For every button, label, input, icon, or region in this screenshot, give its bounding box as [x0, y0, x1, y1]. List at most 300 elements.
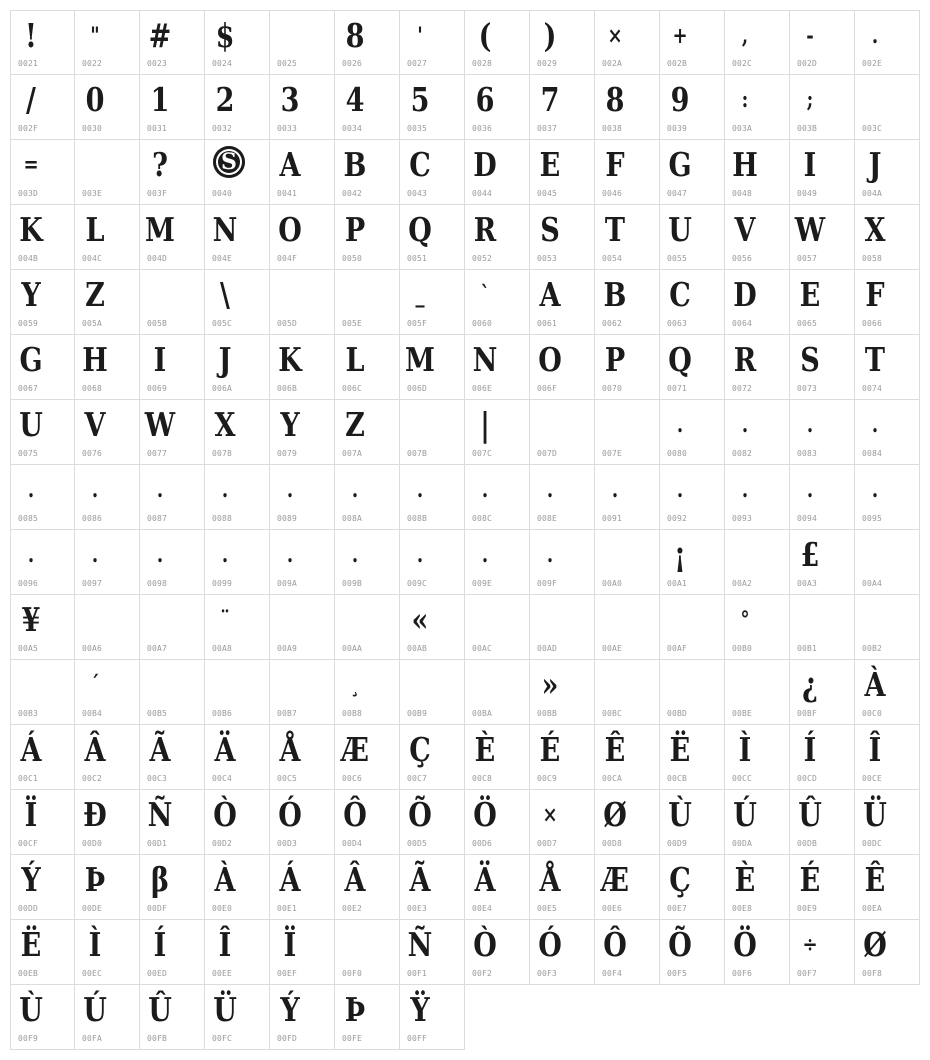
glyph: Ã	[409, 860, 431, 899]
codepoint-label: 0023	[147, 59, 168, 68]
glyph: P	[604, 340, 626, 379]
glyph: B	[343, 145, 367, 184]
glyph-cell	[660, 270, 725, 335]
codepoint-label: 00A6	[82, 644, 103, 653]
codepoint-label: 0037	[537, 124, 558, 133]
glyph-cell	[790, 660, 855, 725]
codepoint-label: 00D3	[277, 839, 298, 848]
codepoint-label: 00C5	[277, 774, 298, 783]
glyph-cell	[205, 465, 270, 530]
glyph-cell	[790, 335, 855, 400]
codepoint-label: 0058	[862, 254, 883, 263]
codepoint-label: 00BC	[602, 709, 623, 718]
glyph: Ì	[88, 925, 102, 964]
glyph-cell	[595, 205, 660, 270]
codepoint-label: 008A	[342, 514, 363, 523]
codepoint-label: 00CF	[18, 839, 39, 848]
codepoint-label: 0021	[18, 59, 39, 68]
codepoint-label: 00B1	[797, 644, 818, 653]
glyph: Ô	[343, 795, 367, 834]
glyph-cell	[205, 920, 270, 985]
glyph-cell	[400, 790, 465, 855]
glyph: Í	[803, 730, 817, 769]
glyph: X	[864, 210, 886, 249]
glyph: N	[472, 340, 498, 379]
codepoint-label: 003A	[732, 124, 753, 133]
glyph-cell	[75, 465, 140, 530]
glyph: D	[473, 145, 497, 184]
glyph-cell	[400, 205, 465, 270]
glyph-cell	[465, 855, 530, 920]
glyph-cell	[725, 595, 790, 660]
codepoint-label: 0040	[212, 189, 233, 198]
glyph-cell	[205, 725, 270, 790]
glyph-cell	[205, 335, 270, 400]
codepoint-label: 00F3	[537, 969, 558, 978]
codepoint-label: 002D	[797, 59, 818, 68]
codepoint-label: 0080	[667, 449, 688, 458]
glyph: »	[541, 665, 559, 704]
codepoint-label: 0052	[472, 254, 493, 263]
glyph-cell	[140, 205, 205, 270]
glyph-cell	[400, 270, 465, 335]
codepoint-label: 0077	[147, 449, 168, 458]
glyph-cell	[205, 855, 270, 920]
codepoint-label: 009F	[537, 579, 558, 588]
glyph-cell	[75, 205, 140, 270]
glyph-cell	[660, 790, 725, 855]
codepoint-label: 002F	[18, 124, 39, 133]
codepoint-label: 0086	[82, 514, 103, 523]
glyph-cell	[10, 335, 75, 400]
glyph-cell	[335, 660, 400, 725]
glyph: V	[734, 210, 756, 249]
glyph: Å	[279, 730, 301, 769]
glyph-cell	[725, 465, 790, 530]
glyph: Õ	[668, 925, 692, 964]
codepoint-label: 0036	[472, 124, 493, 133]
glyph: Õ	[408, 795, 432, 834]
glyph: .	[806, 412, 814, 438]
glyph: .	[156, 477, 164, 503]
codepoint-label: 00C4	[212, 774, 233, 783]
glyph-cell	[75, 140, 140, 205]
glyph-cell	[400, 595, 465, 660]
glyph: J	[218, 340, 232, 379]
glyph: L	[85, 210, 105, 249]
glyph-cell	[530, 270, 595, 335]
glyph-cell	[855, 205, 920, 270]
glyph	[274, 597, 307, 643]
glyph-cell	[465, 790, 530, 855]
glyph: Â	[344, 860, 366, 899]
glyph-cell	[140, 75, 205, 140]
codepoint-label: 0031	[147, 124, 168, 133]
codepoint-label: 007D	[537, 449, 558, 458]
codepoint-label: 00B4	[82, 709, 103, 718]
glyph: U	[668, 210, 692, 249]
glyph	[469, 662, 502, 708]
codepoint-label: 0061	[537, 319, 558, 328]
codepoint-label: 0070	[602, 384, 623, 393]
codepoint-label: 00F7	[797, 969, 818, 978]
glyph-cell	[465, 10, 530, 75]
codepoint-label: 0030	[82, 124, 103, 133]
glyph: .	[741, 477, 749, 503]
codepoint-label: 002C	[732, 59, 753, 68]
codepoint-label: 00F5	[667, 969, 688, 978]
glyph: ¥	[21, 600, 41, 639]
glyph-cell	[595, 855, 660, 920]
glyph-cell	[595, 400, 660, 465]
codepoint-label: 0051	[407, 254, 428, 263]
glyph: 9	[670, 80, 690, 119]
codepoint-label: 00F0	[342, 969, 363, 978]
codepoint-label: 0091	[602, 514, 623, 523]
glyph-cell	[790, 725, 855, 790]
codepoint-label: 00E3	[407, 904, 428, 913]
codepoint-label: 003C	[862, 124, 883, 133]
glyph-cell	[855, 725, 920, 790]
codepoint-label: 00D1	[147, 839, 168, 848]
codepoint-label: 0083	[797, 449, 818, 458]
glyph: =	[23, 152, 39, 178]
glyph: Ê	[864, 860, 886, 899]
codepoint-label: 00C6	[342, 774, 363, 783]
glyph-cell	[530, 400, 595, 465]
codepoint-label: 0075	[18, 449, 39, 458]
glyph-cell	[140, 985, 205, 1050]
glyph: \	[220, 275, 230, 314]
glyph: T	[864, 340, 886, 379]
codepoint-label: 00DB	[797, 839, 818, 848]
glyph: .	[546, 542, 554, 568]
codepoint-label: 0092	[667, 514, 688, 523]
glyph-cell	[855, 920, 920, 985]
glyph: 1	[150, 80, 170, 119]
glyph: Ï	[24, 795, 38, 834]
codepoint-label: 00B7	[277, 709, 298, 718]
glyph-cell	[205, 530, 270, 595]
glyph-cell	[855, 270, 920, 335]
glyph: E	[799, 275, 821, 314]
codepoint-label: 00DE	[82, 904, 103, 913]
codepoint-label: 0076	[82, 449, 103, 458]
glyph: ×	[542, 802, 558, 828]
glyph-cell	[10, 595, 75, 660]
glyph-cell	[725, 140, 790, 205]
glyph-cell	[400, 335, 465, 400]
codepoint-label: 00A4	[862, 579, 883, 588]
codepoint-label: 00FB	[147, 1034, 168, 1043]
glyph-cell	[855, 660, 920, 725]
glyph: ÷	[802, 932, 818, 958]
glyph-cell	[10, 530, 75, 595]
glyph: È	[734, 860, 756, 899]
codepoint-label: 002B	[667, 59, 688, 68]
glyph: R	[473, 210, 497, 249]
codepoint-label: 0026	[342, 59, 363, 68]
glyph: .	[871, 412, 879, 438]
glyph: .	[481, 477, 489, 503]
glyph: Þ	[84, 860, 106, 899]
glyph-cell	[400, 10, 465, 75]
glyph: .	[806, 477, 814, 503]
glyph-cell	[465, 595, 530, 660]
codepoint-label: 0097	[82, 579, 103, 588]
codepoint-label: 0082	[732, 449, 753, 458]
glyph: O	[278, 210, 302, 249]
codepoint-label: 00F6	[732, 969, 753, 978]
codepoint-label: 0074	[862, 384, 883, 393]
codepoint-label: 0095	[862, 514, 883, 523]
glyph: È	[474, 730, 496, 769]
glyph: Y	[21, 275, 41, 314]
codepoint-label: 00EF	[277, 969, 298, 978]
codepoint-label: 0041	[277, 189, 298, 198]
codepoint-label: 00D7	[537, 839, 558, 848]
glyph-cell	[725, 530, 790, 595]
glyph: À	[214, 860, 236, 899]
glyph: ×	[607, 23, 623, 49]
codepoint-label: 008B	[407, 514, 428, 523]
glyph-cell	[595, 140, 660, 205]
glyph: °	[740, 607, 750, 633]
glyph: Ç	[409, 730, 431, 769]
glyph-cell	[530, 790, 595, 855]
glyph-cell	[465, 660, 530, 725]
codepoint-label: 00A3	[797, 579, 818, 588]
glyph-cell	[10, 400, 75, 465]
glyph-cell	[335, 270, 400, 335]
glyph: ´	[90, 672, 100, 698]
glyph-cell	[140, 725, 205, 790]
codepoint-label: 00AB	[407, 644, 428, 653]
glyph-cell	[725, 855, 790, 920]
glyph: `	[480, 282, 490, 308]
codepoint-label: 0038	[602, 124, 623, 133]
glyph: ¿	[802, 665, 818, 704]
glyph: U	[19, 405, 43, 444]
codepoint-label: 0060	[472, 319, 493, 328]
glyph-cell	[855, 855, 920, 920]
codepoint-label: 00E6	[602, 904, 623, 913]
glyph-cell	[530, 530, 595, 595]
glyph-cell	[205, 10, 270, 75]
glyph: £	[800, 535, 820, 574]
codepoint-label: 0056	[732, 254, 753, 263]
glyph	[274, 13, 307, 59]
codepoint-label: 00AA	[342, 644, 363, 653]
codepoint-label: 003F	[147, 189, 168, 198]
codepoint-label: 0065	[797, 319, 818, 328]
glyph-cell	[660, 855, 725, 920]
codepoint-label: 007B	[407, 449, 428, 458]
codepoint-label: 00A2	[732, 579, 753, 588]
glyph: Q	[408, 210, 432, 249]
glyph: .	[416, 477, 424, 503]
codepoint-label: 0072	[732, 384, 753, 393]
codepoint-label: 006D	[407, 384, 428, 393]
glyph-cell	[335, 140, 400, 205]
codepoint-label: 008E	[537, 514, 558, 523]
codepoint-label: 0034	[342, 124, 363, 133]
glyph: Ç	[669, 860, 691, 899]
glyph-cell	[140, 10, 205, 75]
glyph-cell	[205, 270, 270, 335]
glyph: Å	[539, 860, 561, 899]
glyph: «	[411, 600, 429, 639]
glyph	[339, 272, 372, 318]
codepoint-label: 0048	[732, 189, 753, 198]
glyph	[79, 142, 112, 188]
codepoint-label: 0079	[277, 449, 298, 458]
glyph: N	[212, 210, 238, 249]
glyph	[859, 597, 892, 643]
glyph: Y	[280, 405, 300, 444]
glyph	[859, 77, 892, 123]
glyph-cell	[530, 855, 595, 920]
codepoint-label: 00FE	[342, 1034, 363, 1043]
glyph-cell	[75, 725, 140, 790]
codepoint-label: 0087	[147, 514, 168, 523]
codepoint-label: 00D2	[212, 839, 233, 848]
glyph-cell	[75, 920, 140, 985]
codepoint-label: 005B	[147, 319, 168, 328]
glyph-cell	[660, 920, 725, 985]
codepoint-label: 0062	[602, 319, 623, 328]
glyph	[599, 402, 632, 448]
glyph-cell	[660, 140, 725, 205]
glyph-cell	[270, 400, 335, 465]
codepoint-label: 0047	[667, 189, 688, 198]
glyph: Ï	[283, 925, 297, 964]
glyph-cell	[335, 595, 400, 660]
glyph-cell	[465, 75, 530, 140]
glyph: 4	[345, 80, 365, 119]
glyph: .	[27, 477, 35, 503]
glyph	[144, 272, 177, 318]
glyph: I	[153, 340, 167, 379]
glyph: .	[351, 542, 359, 568]
glyph: É	[799, 860, 821, 899]
codepoint-label: 0084	[862, 449, 883, 458]
codepoint-label: 00ED	[147, 969, 168, 978]
glyph-cell	[75, 660, 140, 725]
glyph: C	[669, 275, 691, 314]
glyph: Z	[85, 275, 105, 314]
glyph: W	[144, 405, 176, 444]
glyph: _	[415, 282, 425, 308]
glyph: 6	[475, 80, 495, 119]
codepoint-label: 0055	[667, 254, 688, 263]
glyph-cell	[725, 400, 790, 465]
codepoint-label: 004A	[862, 189, 883, 198]
glyph-cell	[205, 140, 270, 205]
glyph: #	[148, 16, 172, 55]
glyph-cell	[595, 530, 660, 595]
glyph-cell	[530, 725, 595, 790]
glyph	[794, 597, 827, 643]
codepoint-label: 00CC	[732, 774, 753, 783]
glyph-cell	[660, 205, 725, 270]
glyph	[729, 532, 762, 578]
glyph-cell	[140, 335, 205, 400]
glyph: .	[871, 477, 879, 503]
glyph-cell	[790, 465, 855, 530]
glyph-cell	[530, 595, 595, 660]
glyph-cell	[790, 595, 855, 660]
glyph: S	[800, 340, 820, 379]
codepoint-label: 00FA	[82, 1034, 103, 1043]
glyph: Ë	[20, 925, 42, 964]
glyph: Ó	[538, 925, 562, 964]
glyph-cell	[400, 920, 465, 985]
glyph: K	[19, 210, 43, 249]
glyph	[404, 402, 437, 448]
codepoint-label: 0033	[277, 124, 298, 133]
codepoint-label: 005D	[277, 319, 298, 328]
glyph-cell	[75, 400, 140, 465]
glyph: .	[611, 477, 619, 503]
glyph: H	[82, 340, 108, 379]
codepoint-label: 002E	[862, 59, 883, 68]
glyph-cell	[465, 725, 530, 790]
glyph: ¡	[674, 535, 686, 574]
glyph-cell	[270, 530, 335, 595]
glyph-cell	[75, 270, 140, 335]
codepoint-label: 003E	[82, 189, 103, 198]
codepoint-label: 00BA	[472, 709, 493, 718]
codepoint-label: 00EB	[18, 969, 39, 978]
glyph: $	[215, 16, 235, 55]
glyph: Ä	[474, 860, 496, 899]
glyph: Ý	[21, 860, 41, 899]
glyph: F	[865, 275, 885, 314]
glyph-cell	[855, 790, 920, 855]
codepoint-label: 0063	[667, 319, 688, 328]
glyph: '	[417, 23, 423, 49]
glyph-cell	[270, 595, 335, 660]
glyph-cell	[855, 465, 920, 530]
glyph: Ö	[733, 925, 757, 964]
glyph-cell	[75, 335, 140, 400]
glyph: Î	[218, 925, 232, 964]
glyph-cell	[400, 725, 465, 790]
glyph: Ú	[83, 990, 107, 1029]
glyph: C	[409, 145, 431, 184]
glyph-cell	[10, 660, 75, 725]
glyph: ¸	[350, 672, 360, 698]
codepoint-label: 00F8	[862, 969, 883, 978]
glyph-cell	[140, 790, 205, 855]
glyph-cell	[270, 335, 335, 400]
glyph-cell	[595, 10, 660, 75]
glyph-cell	[140, 595, 205, 660]
codepoint-label: 0045	[537, 189, 558, 198]
glyph-grid	[10, 10, 920, 1050]
glyph: Ö	[473, 795, 497, 834]
codepoint-label: 0039	[667, 124, 688, 133]
glyph: .	[91, 477, 99, 503]
glyph: ,	[741, 23, 749, 49]
codepoint-label: 0029	[537, 59, 558, 68]
glyph-cell	[595, 920, 660, 985]
glyph-cell	[140, 400, 205, 465]
glyph: E	[539, 145, 561, 184]
codepoint-label: 0098	[147, 579, 168, 588]
codepoint-label: 002A	[602, 59, 623, 68]
